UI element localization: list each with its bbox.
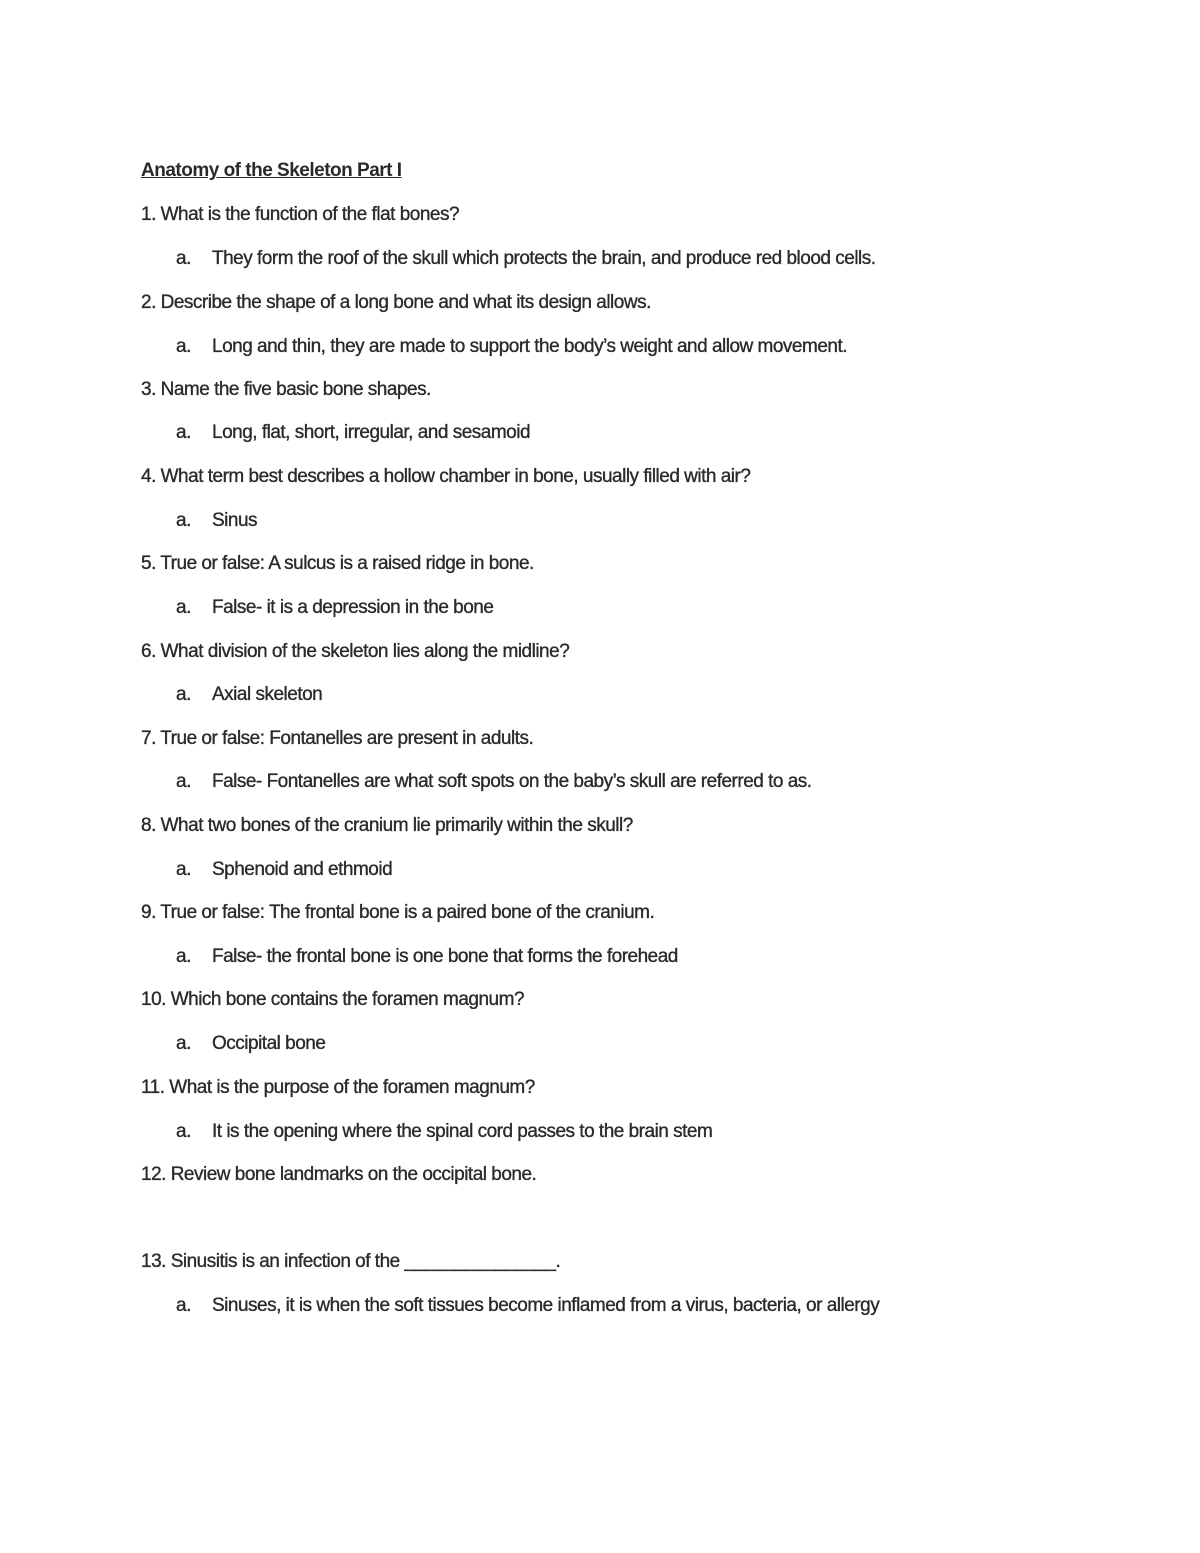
answer-text: They form the roof of the skull which protects the brain, and produce red blood cells. — [212, 248, 876, 269]
question-6: 6. What division of the skeleton lies along the midline? — [141, 641, 570, 662]
question-2: 2. Describe the shape of a long bone and what its design allows. — [141, 292, 651, 313]
question-13: 13. Sinusitis is an infection of the _______________. — [141, 1251, 561, 1272]
answer-7 — [176, 771, 812, 793]
answer-1 — [176, 248, 876, 270]
question-3: 3. Name the five basic bone shapes. — [141, 379, 431, 400]
answer-marker: a. — [176, 510, 191, 531]
answer-text: Sphenoid and ethmoid — [212, 859, 393, 880]
answer-marker: a. — [176, 1295, 191, 1316]
answer-4 — [176, 510, 257, 532]
answer-8 — [176, 859, 392, 881]
document-title: Anatomy of the Skeleton Part I — [141, 160, 402, 181]
question-5: 5. True or false: A sulcus is a raised ridge in bone. — [141, 553, 534, 574]
answer-text: Long and thin, they are made to support the body’s weight and allow movement. — [212, 336, 848, 357]
answer-2 — [176, 336, 847, 358]
question-8: 8. What two bones of the cranium lie primarily within the skull? — [141, 815, 633, 836]
answer-text: Long, flat, short, irregular, and sesamoid — [212, 422, 531, 443]
answer-marker: a. — [176, 1033, 191, 1054]
answer-text: Axial skeleton — [212, 684, 323, 705]
answer-11 — [176, 1121, 712, 1143]
answer-5 — [176, 597, 493, 619]
answer-10 — [176, 1033, 325, 1055]
answer-marker: a. — [176, 336, 191, 357]
answer-13 — [176, 1295, 879, 1317]
answer-marker: a. — [176, 248, 191, 269]
answer-marker: a. — [176, 684, 191, 705]
answer-marker: a. — [176, 859, 191, 880]
question-1: 1. What is the function of the flat bones? — [141, 204, 460, 225]
answer-marker: a. — [176, 422, 191, 443]
answer-marker: a. — [176, 597, 191, 618]
answer-marker: a. — [176, 946, 191, 967]
answer-3 — [176, 422, 530, 444]
question-9: 9. True or false: The frontal bone is a paired bone of the cranium. — [141, 902, 655, 923]
answer-text: It is the opening where the spinal cord passes to the brain stem — [212, 1121, 713, 1142]
answer-text: Sinus — [212, 510, 258, 531]
answer-text: False- Fontanelles are what soft spots on the baby’s skull are referred to as. — [212, 771, 812, 792]
answer-marker: a. — [176, 1121, 191, 1142]
question-12: 12. Review bone landmarks on the occipital bone. — [141, 1164, 537, 1185]
question-10: 10. Which bone contains the foramen magnum? — [141, 989, 525, 1010]
answer-text: Sinuses, it is when the soft tissues become inflamed from a virus, bacteria, or allergy — [212, 1295, 880, 1316]
question-4: 4. What term best describes a hollow chamber in bone, usually filled with air? — [141, 466, 751, 487]
answer-marker: a. — [176, 771, 191, 792]
answer-text: False- the frontal bone is one bone that forms the forehead — [212, 946, 678, 967]
question-7: 7. True or false: Fontanelles are present in adults. — [141, 728, 534, 749]
answer-text: Occipital bone — [212, 1033, 326, 1054]
question-11: 11. What is the purpose of the foramen magnum? — [141, 1077, 535, 1098]
answer-text: False- it is a depression in the bone — [212, 597, 494, 618]
answer-9 — [176, 946, 678, 968]
answer-6 — [176, 684, 322, 706]
